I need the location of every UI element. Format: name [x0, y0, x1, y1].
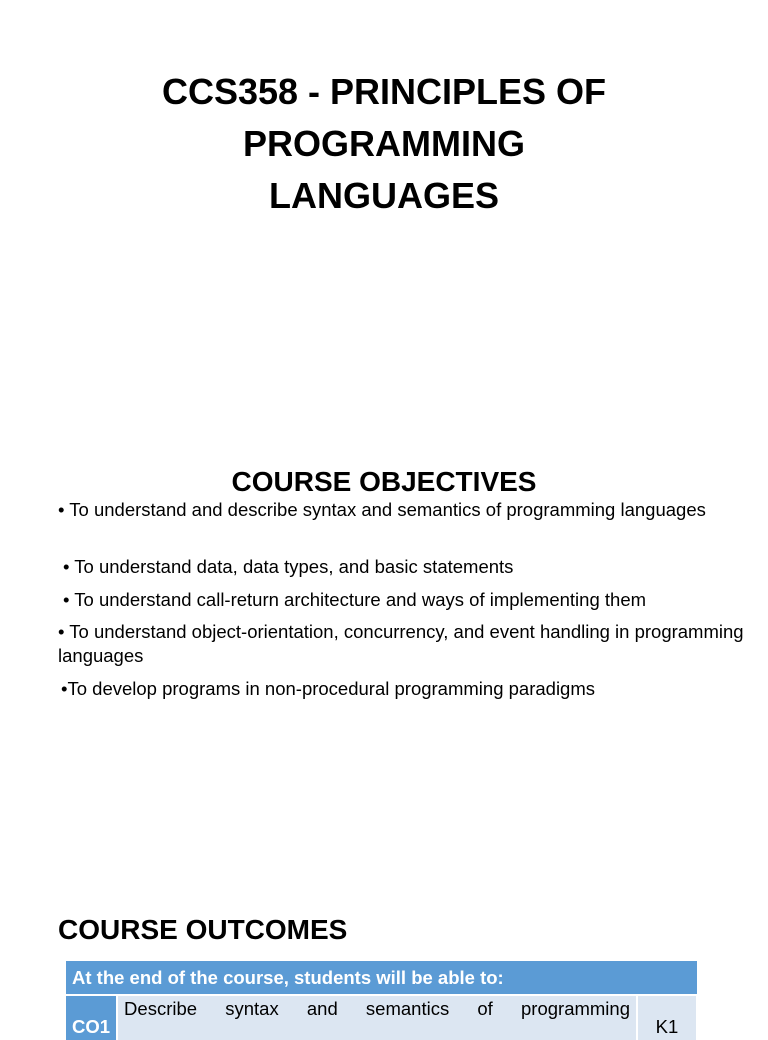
objective-item: • To understand object-orientation, concurrency, and event handling in programming languages — [58, 621, 744, 666]
page-title — [0, 66, 768, 222]
objective-item: • To understand data, data types, and basic statements — [63, 556, 514, 577]
course-outcomes-table — [66, 961, 698, 1040]
outcome-id-cell: CO1 — [66, 995, 117, 1040]
course-outcomes-heading: COURSE OUTCOMES — [58, 914, 348, 945]
course-objectives-heading: COURSE OBJECTIVES — [231, 466, 537, 497]
objective-item: • To understand and describe syntax and semantics of programming languages — [58, 499, 706, 520]
table-header-cell: At the end of the course, students will be able to: — [66, 961, 697, 995]
title-line-3: LANGUAGES — [268, 175, 499, 216]
table-row — [66, 995, 697, 1040]
table-header-row — [66, 961, 697, 995]
objective-item: •To develop programs in non-procedural programming paradigms — [61, 678, 595, 699]
outcome-description-cell: Describe syntax and semantics of programming — [117, 995, 637, 1040]
objective-item: • To understand call-return architecture and ways of implementing them — [63, 589, 647, 610]
outcome-level-cell: K1 — [637, 995, 697, 1040]
title-line-1: CCS358 - PRINCIPLES OF — [161, 71, 607, 112]
title-line-2: PROGRAMMING — [243, 123, 525, 164]
